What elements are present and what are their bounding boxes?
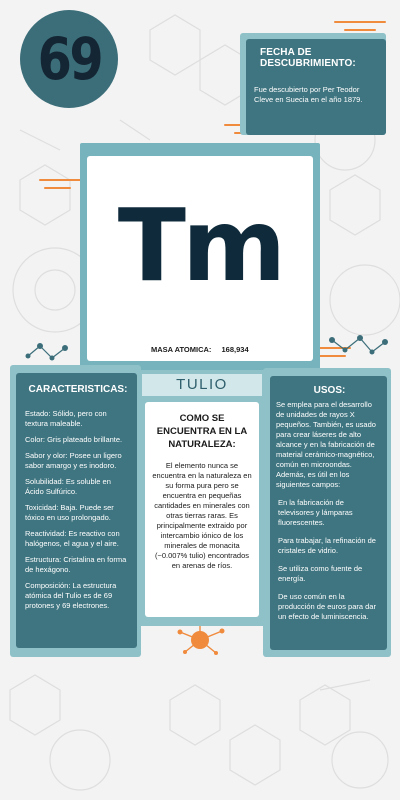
characteristic-item: Color: Gris plateado brillante. <box>25 435 123 444</box>
uses-body <box>270 376 387 650</box>
atomic-mass-label: MASA ATOMICA: <box>151 345 212 354</box>
characteristics-title: CARACTERISTICAS: <box>28 384 128 395</box>
atomic-mass <box>151 345 249 354</box>
characteristic-item: Estructura: Cristalina en forma de hexágono. <box>25 555 127 574</box>
characteristic-item: Estado: Sólido, pero con textura maleable. <box>25 409 107 428</box>
use-item: En la fabricación de televisores y lámparas fluorescentes. <box>278 498 353 527</box>
use-item: Para trabajar, la refinación de cristales de vidrio. <box>278 536 376 555</box>
use-item: De uso común en la producción de euros para dar un efecto de luminiscencia. <box>278 592 376 621</box>
element-name: TULIO <box>142 374 262 396</box>
uses-title: USOS: <box>313 385 346 396</box>
nature-text: El elemento nunca se encuentra en la naturaleza en su forma pura pero se encuentra en pequeñas cantidades en minerales con otras tierras raras. Es principalmente extraido por intercambio iónico de los minerales de monacita (~0.007% tulio) encontrados en arenas de ríos. <box>152 461 252 570</box>
use-item: Se utiliza como fuente de energía. <box>278 564 363 583</box>
element-symbol: Tm <box>117 187 283 304</box>
characteristics-list <box>25 409 131 611</box>
atomic-number-badge <box>20 10 118 108</box>
characteristic-item: Composición: La estructura atómica del Tulio es de 69 protones y 69 electrones. <box>25 581 117 610</box>
characteristic-item: Toxicidad: Baja. Puede ser tóxico en uso prolongado. <box>25 503 114 522</box>
characteristic-item: Solubilidad: Es soluble en Ácido Sulfúrico. <box>25 477 111 496</box>
characteristics-card <box>10 365 141 657</box>
discovery-card <box>240 33 386 135</box>
characteristics-body <box>16 373 137 648</box>
discovery-title: FECHA DE DESCUBRIMIENTO: <box>260 47 356 69</box>
discovery-card-body <box>246 39 386 135</box>
atomic-number: 69 <box>37 25 101 93</box>
characteristic-item: Sabor y olor: Posee un ligero sabor amargo y es inodoro. <box>25 451 122 470</box>
element-name-card <box>139 370 265 626</box>
discovery-text: Fue descubierto por Per Teodor Cleve en Suecia en el año 1879. <box>254 85 363 104</box>
nature-title: COMO SE ENCUENTRA EN LA NATURALEZA: <box>156 413 248 450</box>
nature-panel <box>145 402 259 617</box>
uses-list <box>278 400 381 622</box>
atomic-mass-value: 168,934 <box>221 345 249 354</box>
uses-card <box>263 368 391 657</box>
element-symbol-panel <box>87 156 313 361</box>
element-symbol-card <box>80 143 320 370</box>
use-item: Se emplea para el desarrollo de unidades de rayos X pequeños. También, es usado para crear láseres de alto alcance y en la fabricación de material cerámico-magnético, común en microondas. Además, es útil en los siguientes campos: <box>276 400 376 489</box>
characteristic-item: Reactividad: Es reactivo con halógenos, el agua y el aire. <box>25 529 120 548</box>
